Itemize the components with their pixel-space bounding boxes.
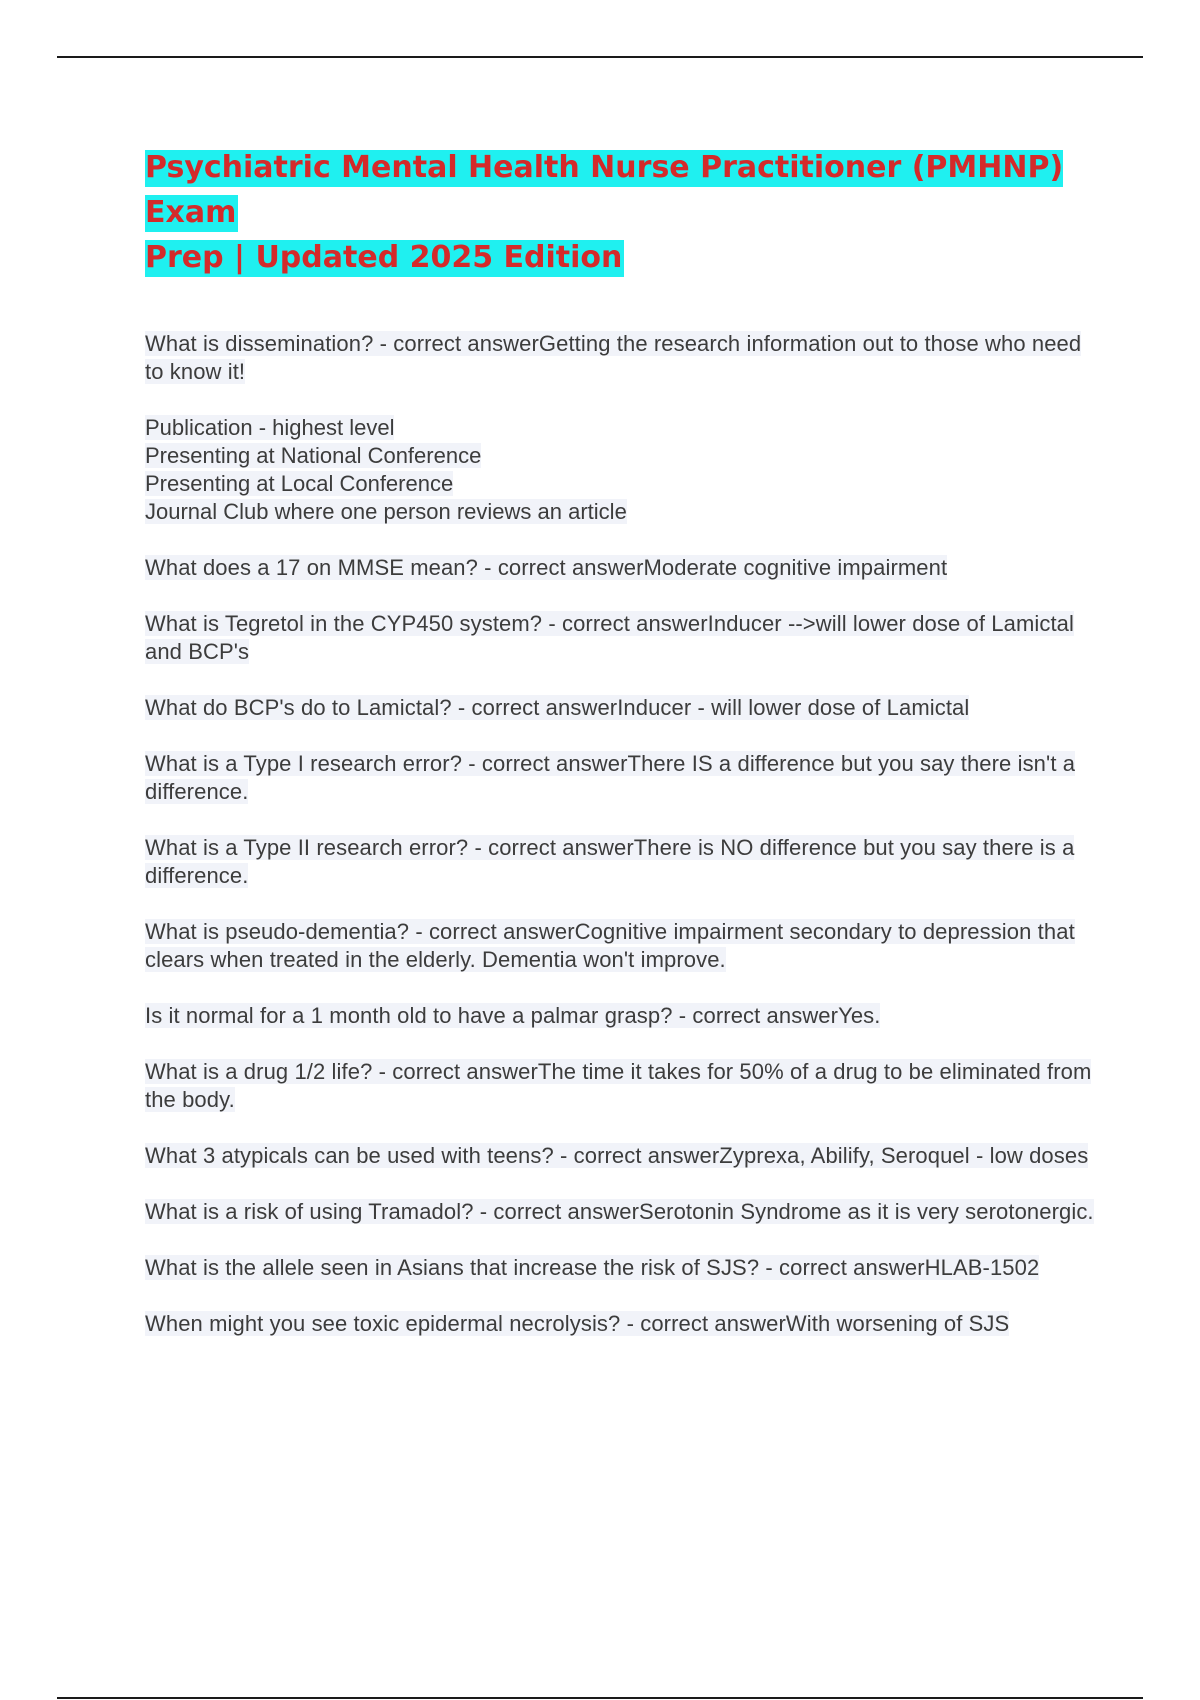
qa-item: What is Tegretol in the CYP450 system? - correct answerInducer -->will lower dose of Lamictal and BCP's xyxy=(145,611,1074,664)
qa-item: What is a Type II research error? - correct answerThere is NO difference but you say there is a difference. xyxy=(145,835,1075,888)
qa-item: What is dissemination? - correct answerGetting the research information out to those who need to know it! xyxy=(145,331,1082,384)
qa-item: What is pseudo-dementia? - correct answerCognitive impairment secondary to depression that clears when treated in the elderly. Dementia won't improve. xyxy=(145,919,1075,972)
qa-item: What is a risk of using Tramadol? - correct answerSerotonin Syndrome as it is very serotonergic. xyxy=(145,1199,1094,1224)
title-line-2: Prep | Updated 2025 Edition xyxy=(145,240,623,275)
qa-item: What 3 atypicals can be used with teens? - correct answerZyprexa, Abilify, Seroquel - low doses xyxy=(145,1143,1089,1168)
qa-item: When might you see toxic epidermal necrolysis? - correct answerWith worsening of SJS xyxy=(145,1311,1010,1336)
dissemination-levels xyxy=(145,414,1095,526)
header-rule xyxy=(57,56,1143,58)
qa-item: What does a 17 on MMSE mean? - correct answerModerate cognitive impairment xyxy=(145,555,948,580)
level-item: Presenting at National Conference xyxy=(145,443,482,468)
level-item: Journal Club where one person reviews an article xyxy=(145,499,627,524)
qa-item: What is a drug 1/2 life? - correct answerThe time it takes for 50% of a drug to be eliminated from the body. xyxy=(145,1059,1092,1112)
qa-list xyxy=(145,330,1095,1338)
footer-rule xyxy=(57,1697,1143,1699)
qa-item: What is a Type I research error? - correct answerThere IS a difference but you say there isn't a difference. xyxy=(145,751,1076,804)
qa-item: Is it normal for a 1 month old to have a palmar grasp? - correct answerYes. xyxy=(145,1003,881,1028)
page-content xyxy=(145,145,1095,1366)
level-item: Publication - highest level xyxy=(145,415,395,440)
qa-item: What do BCP's do to Lamictal? - correct answerInducer - will lower dose of Lamictal xyxy=(145,695,970,720)
title-line-1: Psychiatric Mental Health Nurse Practitioner (PMHNP) Exam xyxy=(145,150,1064,230)
qa-item: What is the allele seen in Asians that increase the risk of SJS? - correct answerHLAB-1502 xyxy=(145,1255,1040,1280)
document-title xyxy=(145,145,1095,280)
level-item: Presenting at Local Conference xyxy=(145,471,454,496)
